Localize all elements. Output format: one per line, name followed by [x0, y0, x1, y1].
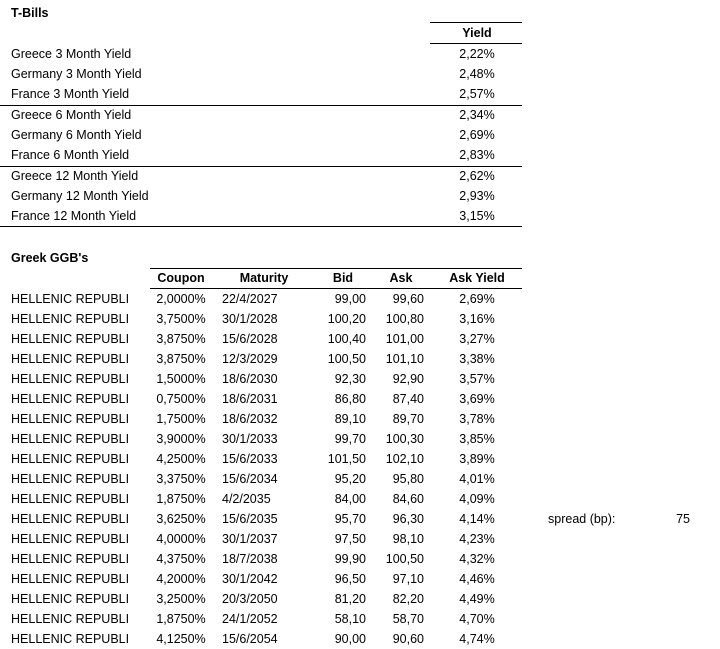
ggb-row-ask: 89,70 — [392, 412, 424, 426]
tbills-row-label: Germany 3 Month Yield — [11, 67, 142, 81]
ggb-row-maturity: 18/6/2032 — [222, 412, 278, 426]
tbills-row-yield: 2,48% — [459, 67, 495, 81]
ggb-row-ask: 100,50 — [385, 552, 424, 566]
ggb-row-name: HELLENIC REPUBLI — [11, 292, 130, 306]
ggb-row-ask: 100,80 — [385, 312, 424, 326]
tbills-title: T-Bills — [11, 6, 49, 20]
ggb-row-bid: 58,10 — [334, 612, 366, 626]
ggb-row-ask: 90,60 — [392, 632, 424, 646]
ggb-row-name: HELLENIC REPUBLI — [11, 532, 130, 546]
ggb-row-maturity: 22/4/2027 — [222, 292, 278, 306]
ggb-row-bid: 97,50 — [334, 532, 366, 546]
ggb-row-ask: 102,10 — [385, 452, 424, 466]
tbills-row-yield: 2,83% — [459, 148, 495, 162]
ggb-row-ask-yield: 3,57% — [459, 372, 495, 386]
ggb-row-name: HELLENIC REPUBLI — [11, 512, 130, 526]
ggb-row-name: HELLENIC REPUBLI — [11, 632, 130, 646]
ggb-row-ask: 84,60 — [392, 492, 424, 506]
ggb-row-ask: 87,40 — [392, 392, 424, 406]
tbills-bottom-rule — [0, 226, 522, 227]
ggb-row-bid: 84,00 — [334, 492, 366, 506]
ggb-row-coupon: 3,7500% — [156, 312, 206, 326]
ggb-row-ask-yield: 4,01% — [459, 472, 495, 486]
ggb-row-maturity: 18/6/2031 — [222, 392, 278, 406]
ggb-row-ask-yield: 3,16% — [459, 312, 495, 326]
ggb-row-ask-yield: 4,14% — [459, 512, 495, 526]
ggb-row-coupon: 3,8750% — [156, 352, 206, 366]
ggb-row-bid: 99,90 — [334, 552, 366, 566]
ggb-row-bid: 100,50 — [327, 352, 366, 366]
ggb-row-ask: 97,10 — [392, 572, 424, 586]
spread-value: 75 — [676, 512, 690, 526]
ggb-row-bid: 81,20 — [334, 592, 366, 606]
ggb-row-maturity: 15/6/2034 — [222, 472, 278, 486]
ggb-row-maturity: 12/3/2029 — [222, 352, 278, 366]
tbills-row-yield: 2,34% — [459, 108, 495, 122]
ggb-row-name: HELLENIC REPUBLI — [11, 352, 130, 366]
ggb-row-coupon: 1,5000% — [156, 372, 206, 386]
ggbs-title: Greek GGB's — [11, 251, 89, 265]
ggb-row-bid: 95,20 — [334, 472, 366, 486]
ggb-row-ask-yield: 4,09% — [459, 492, 495, 506]
tbills-row-label: Greece 12 Month Yield — [11, 169, 139, 183]
ggb-row-name: HELLENIC REPUBLI — [11, 372, 130, 386]
tbills-group-divider-3m — [0, 105, 522, 106]
ggb-row-maturity: 30/1/2033 — [222, 432, 278, 446]
ggb-row-ask-yield: 4,46% — [459, 572, 495, 586]
ggb-row-maturity: 30/1/2037 — [222, 532, 278, 546]
ggb-row-coupon: 3,2500% — [156, 592, 206, 606]
ggb-row-ask-yield: 3,27% — [459, 332, 495, 346]
ggb-row-name: HELLENIC REPUBLI — [11, 432, 130, 446]
ggb-row-name: HELLENIC REPUBLI — [11, 472, 130, 486]
ggb-row-coupon: 3,3750% — [156, 472, 206, 486]
ggb-row-bid: 95,70 — [334, 512, 366, 526]
ggb-row-coupon: 4,0000% — [156, 532, 206, 546]
tbills-yield-header: Yield — [462, 26, 492, 40]
ggb-row-ask: 101,10 — [385, 352, 424, 366]
ggb-row-coupon: 2,0000% — [156, 292, 206, 306]
ggb-row-name: HELLENIC REPUBLI — [11, 332, 130, 346]
ggb-row-maturity: 15/6/2033 — [222, 452, 278, 466]
ggb-row-bid: 99,00 — [334, 292, 366, 306]
ggb-row-maturity: 18/7/2038 — [222, 552, 278, 566]
tbills-row-label: Greece 3 Month Yield — [11, 47, 132, 61]
ggb-row-ask: 101,00 — [385, 332, 424, 346]
tbills-row-label: Germany 12 Month Yield — [11, 189, 149, 203]
ggb-row-maturity: 15/6/2028 — [222, 332, 278, 346]
ggb-row-coupon: 4,2000% — [156, 572, 206, 586]
ggbs-header-bid: Bid — [332, 271, 354, 285]
tbills-row-yield: 2,69% — [459, 128, 495, 142]
ggb-row-coupon: 3,8750% — [156, 332, 206, 346]
ggb-row-coupon: 3,9000% — [156, 432, 206, 446]
ggb-row-bid: 100,40 — [327, 332, 366, 346]
spread-label: spread (bp): — [548, 512, 616, 526]
ggb-row-ask: 96,30 — [392, 512, 424, 526]
ggb-row-ask: 98,10 — [392, 532, 424, 546]
ggb-row-name: HELLENIC REPUBLI — [11, 572, 130, 586]
tbills-row-yield: 2,57% — [459, 87, 495, 101]
tbills-row-yield: 3,15% — [459, 209, 495, 223]
ggb-row-bid: 89,10 — [334, 412, 366, 426]
tbills-row-label: Greece 6 Month Yield — [11, 108, 132, 122]
ggb-row-maturity: 18/6/2030 — [222, 372, 278, 386]
ggb-row-maturity: 20/3/2050 — [222, 592, 278, 606]
ggb-row-bid: 92,30 — [334, 372, 366, 386]
ggb-row-bid: 99,70 — [334, 432, 366, 446]
ggb-row-ask-yield: 4,23% — [459, 532, 495, 546]
ggb-row-maturity: 30/1/2042 — [222, 572, 278, 586]
ggb-row-ask-yield: 4,49% — [459, 592, 495, 606]
ggb-row-ask: 100,30 — [385, 432, 424, 446]
ggb-row-ask: 95,80 — [392, 472, 424, 486]
tbills-row-label: France 6 Month Yield — [11, 148, 130, 162]
ggb-row-name: HELLENIC REPUBLI — [11, 312, 130, 326]
ggb-row-ask-yield: 3,78% — [459, 412, 495, 426]
ggb-row-ask-yield: 3,69% — [459, 392, 495, 406]
ggb-row-ask-yield: 2,69% — [459, 292, 495, 306]
ggb-row-coupon: 4,1250% — [156, 632, 206, 646]
ggbs-header-ask-yield: Ask Yield — [449, 271, 505, 285]
ggbs-header-ask: Ask — [389, 271, 413, 285]
ggb-row-maturity: 24/1/2052 — [222, 612, 278, 626]
ggb-row-bid: 86,80 — [334, 392, 366, 406]
ggb-row-name: HELLENIC REPUBLI — [11, 492, 130, 506]
ggb-row-ask-yield: 3,89% — [459, 452, 495, 466]
ggb-row-name: HELLENIC REPUBLI — [11, 612, 130, 626]
ggb-row-coupon: 0,7500% — [156, 392, 206, 406]
tbills-group-divider-6m — [0, 166, 522, 167]
ggb-row-ask-yield: 3,38% — [459, 352, 495, 366]
ggb-row-ask-yield: 4,74% — [459, 632, 495, 646]
ggb-row-coupon: 4,3750% — [156, 552, 206, 566]
tbills-row-yield: 2,62% — [459, 169, 495, 183]
ggb-row-bid: 96,50 — [334, 572, 366, 586]
ggb-row-coupon: 1,7500% — [156, 412, 206, 426]
ggb-row-coupon: 1,8750% — [156, 612, 206, 626]
ggb-row-name: HELLENIC REPUBLI — [11, 412, 130, 426]
tbills-row-label: France 12 Month Yield — [11, 209, 137, 223]
ggb-row-name: HELLENIC REPUBLI — [11, 592, 130, 606]
ggb-row-ask-yield: 4,32% — [459, 552, 495, 566]
ggb-row-coupon: 1,8750% — [156, 492, 206, 506]
ggb-row-maturity: 15/6/2054 — [222, 632, 278, 646]
ggb-row-ask: 99,60 — [392, 292, 424, 306]
ggb-row-coupon: 3,6250% — [156, 512, 206, 526]
ggb-row-bid: 101,50 — [327, 452, 366, 466]
ggb-row-maturity: 15/6/2035 — [222, 512, 278, 526]
ggb-row-ask: 58,70 — [392, 612, 424, 626]
tbills-row-yield: 2,22% — [459, 47, 495, 61]
ggb-row-name: HELLENIC REPUBLI — [11, 392, 130, 406]
tbills-row-label: Germany 6 Month Yield — [11, 128, 142, 142]
tbills-row-label: France 3 Month Yield — [11, 87, 130, 101]
ggbs-header-coupon: Coupon — [157, 271, 205, 285]
ggb-row-name: HELLENIC REPUBLI — [11, 552, 130, 566]
ggbs-header-maturity: Maturity — [239, 271, 289, 285]
ggb-row-name: HELLENIC REPUBLI — [11, 452, 130, 466]
ggb-row-coupon: 4,2500% — [156, 452, 206, 466]
ggb-row-bid: 90,00 — [334, 632, 366, 646]
tbills-row-yield: 2,93% — [459, 189, 495, 203]
ggb-row-ask: 82,20 — [392, 592, 424, 606]
ggb-row-maturity: 4/2/2035 — [222, 492, 271, 506]
ggb-row-bid: 100,20 — [327, 312, 366, 326]
ggb-row-ask-yield: 3,85% — [459, 432, 495, 446]
ggb-row-ask: 92,90 — [392, 372, 424, 386]
ggb-row-ask-yield: 4,70% — [459, 612, 495, 626]
ggb-row-maturity: 30/1/2028 — [222, 312, 278, 326]
